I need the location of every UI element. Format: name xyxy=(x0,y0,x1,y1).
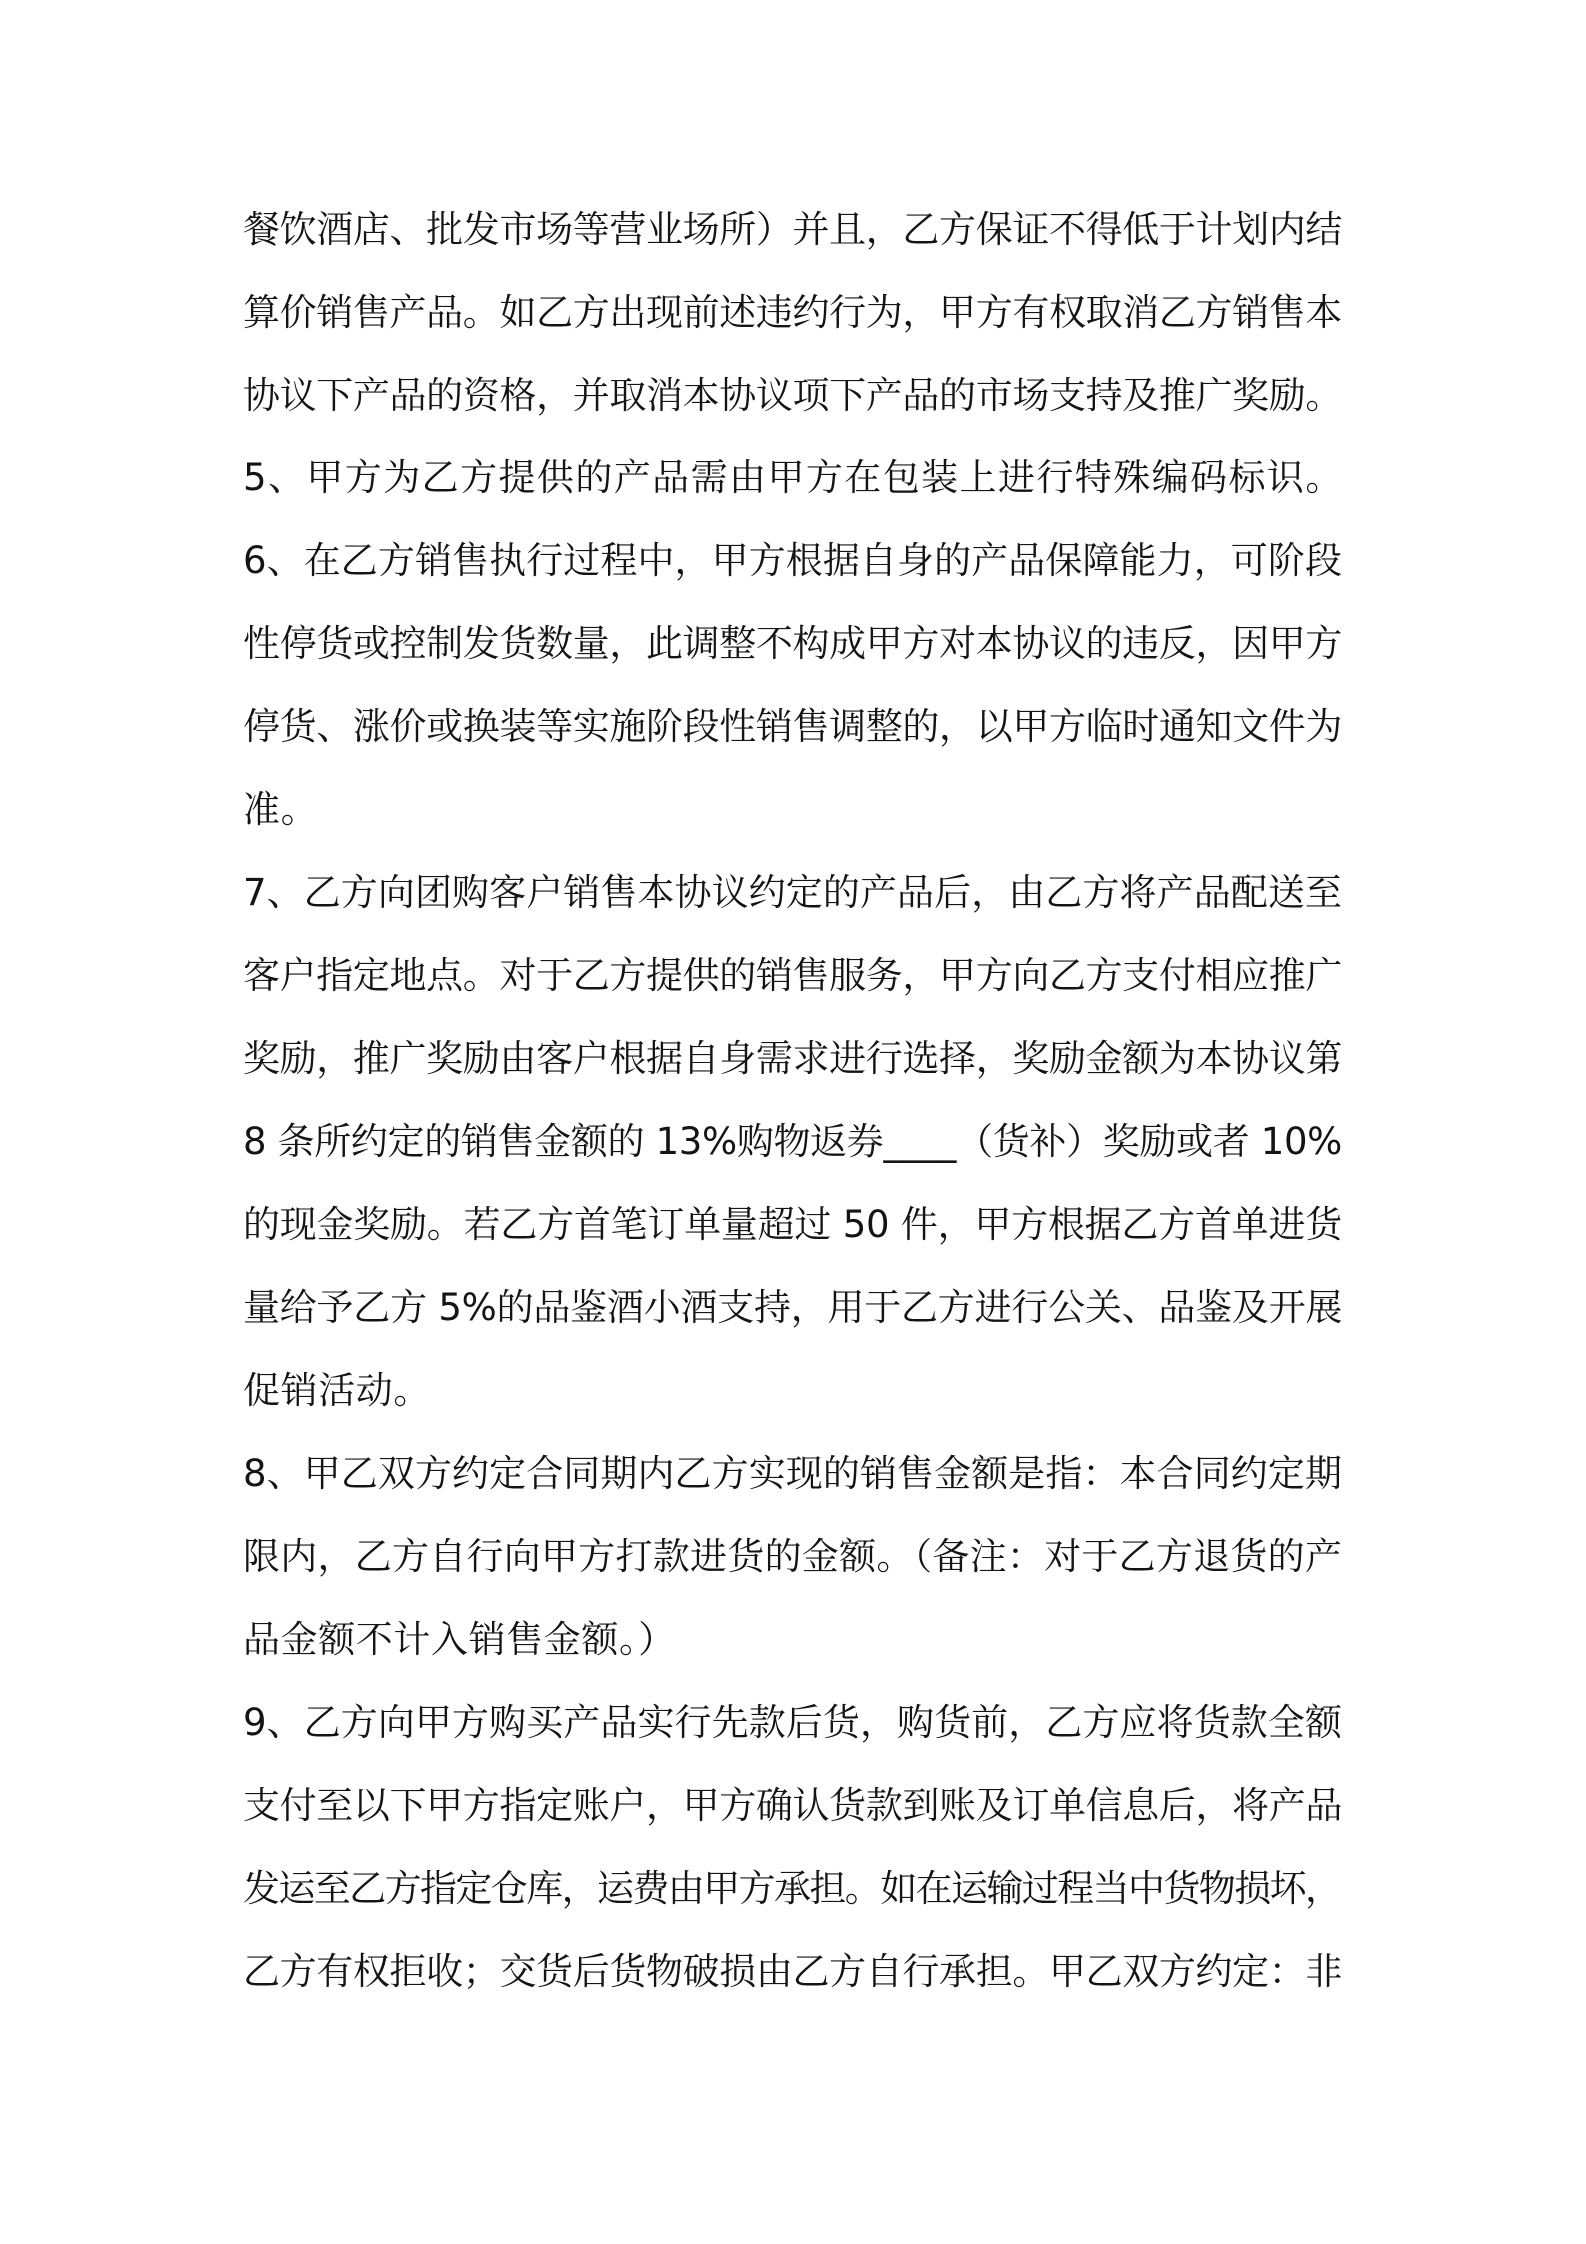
text-line: 发运至乙方指定仓库，运费由甲方承担。如在运输过程当中货物损坏， xyxy=(243,1867,1341,1910)
text-line: 乙方有权拒收；交货后货物破损由乙方自行承担。甲乙双方约定：非 xyxy=(243,1950,1343,1993)
text-line: 品金额不计入销售金额。） xyxy=(243,1618,676,1661)
clause-6-line: 6、在乙方销售执行过程中，甲方根据自身的产品保障能力，可阶段 xyxy=(243,539,1343,582)
clause-5-line: 5、甲方为乙方提供的产品需由甲方在包装上进行特殊编码标识。 xyxy=(243,456,1344,499)
text-line: 8 条所约定的销售金额的 13%购物返券____（货补）奖励或者 10% xyxy=(243,1120,1342,1163)
text-line: 量给予乙方 5%的品鉴酒小酒支持，用于乙方进行公关、品鉴及开展 xyxy=(243,1286,1343,1329)
text-line: 的现金奖励。若乙方首笔订单量超过 50 件，甲方根据乙方首单进货 xyxy=(243,1203,1342,1246)
text-line: 限内，乙方自行向甲方打款进货的金额。（备注：对于乙方退货的产 xyxy=(243,1535,1343,1578)
clause-9-line: 9、乙方向甲方购买产品实行先款后货，购货前，乙方应将货款全额 xyxy=(243,1701,1343,1744)
text-line: 算价销售产品。如乙方出现前述违约行为，甲方有权取消乙方销售本 xyxy=(243,291,1343,334)
text-line: 准。 xyxy=(243,788,319,831)
text-line: 协议下产品的资格，并取消本协议项下产品的市场支持及推广奖励。 xyxy=(243,374,1343,417)
text-line: 奖励，推广奖励由客户根据自身需求进行选择，奖励金额为本协议第 xyxy=(243,1037,1343,1080)
clause-8-line: 8、甲乙双方约定合同期内乙方实现的销售金额是指：本合同约定期 xyxy=(243,1452,1343,1495)
text-line: 客户指定地点。对于乙方提供的销售服务，甲方向乙方支付相应推广 xyxy=(243,954,1343,997)
text-line: 餐饮酒店、批发市场等营业场所）并且，乙方保证不得低于计划内结 xyxy=(243,208,1343,251)
text-line: 支付至以下甲方指定账户，甲方确认货款到账及订单信息后，将产品 xyxy=(243,1784,1343,1827)
text-line: 性停货或控制发货数量，此调整不构成甲方对本协议的违反，因甲方 xyxy=(243,622,1343,665)
text-line: 停货、涨价或换装等实施阶段性销售调整的，以甲方临时通知文件为 xyxy=(243,705,1343,748)
clause-7-line: 7、乙方向团购客户销售本协议约定的产品后，由乙方将产品配送至 xyxy=(243,871,1343,914)
text-line: 促销活动。 xyxy=(243,1369,431,1412)
